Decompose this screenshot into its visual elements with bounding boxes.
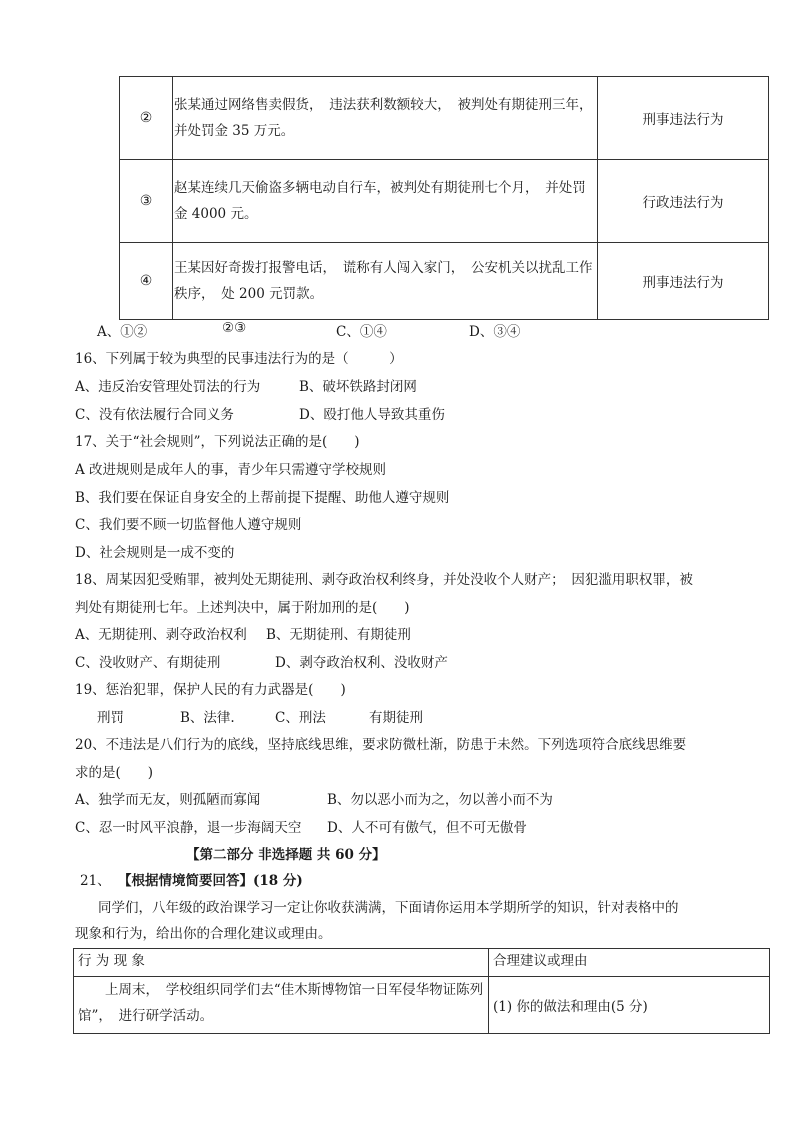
table-row — [120, 160, 769, 243]
q16-option-b: B、破坏铁路封闭网 — [299, 379, 417, 395]
q20-stem-line2: 求的是( ) — [75, 765, 154, 781]
q18-stem-line2: 判处有期徒刑七年。上述判决中，属于附加刑的是( ) — [75, 600, 410, 616]
table-header-row — [74, 949, 770, 977]
row-number: ④ — [120, 243, 173, 320]
q17-stem: 17、关于“社会规则”，下列说法正确的是( ) — [75, 434, 360, 450]
q19-option-c: C、刑法 — [275, 710, 326, 726]
q15-table — [119, 76, 769, 320]
q15-option-c: C、①④ — [336, 324, 387, 340]
q20-option-c: C、忍一时风平浪静，退一步海阔天空 — [75, 820, 302, 836]
row-number: ② — [120, 77, 173, 160]
q21-intro-line2: 现象和行为，给出你的合理化建议或理由。 — [75, 926, 332, 942]
q19-option-d: 有期徒刑 — [369, 710, 423, 726]
q17-option-b: B、我们要在保证自身安全的上帮前提下提醒、助他人遵守规则 — [75, 490, 450, 506]
table-row — [120, 77, 769, 160]
column-header-suggestion: 合理建议或理由 — [489, 949, 770, 977]
row-description: 赵某连续几天偷盗多辆电动自行车，被判处有期徒刑七个月， 并处罚金 4000 元。 — [173, 160, 598, 243]
q20-stem-line1: 20、不违法是八们行为的底线，坚持底线思维，要求防微杜渐，防患于未然。下列选项符合底线思维要 — [75, 737, 687, 753]
q15-option-b: ②③ — [222, 320, 247, 336]
q16-stem: 16、下列属于较为典型的民事违法行为的是（ ） — [75, 351, 403, 367]
q18-stem-line1: 18、周某因犯受贿罪，被判处无期徒刑、剥夺政治权利终身，并处没收个人财产； 因犯滥用职权罪，被 — [75, 572, 693, 588]
q17-option-d: D、社会规则是一成不变的 — [75, 545, 235, 561]
q20-option-d: D、人不可有傲气，但不可无傲骨 — [327, 820, 527, 836]
q16-option-a: A、违反治安管理处罚法的行为 — [75, 379, 261, 395]
q18-option-d: D、剥夺政治权利、没收财产 — [275, 655, 448, 671]
q18-option-a: A、无期徒刑、剥夺政治权利 — [75, 627, 247, 643]
row-classification: 刑事违法行为 — [598, 243, 769, 320]
q16-option-d: D、殴打他人导致其重伤 — [299, 407, 445, 423]
phenomenon-cell: 上周末， 学校组织同学们去“佳木斯博物馆一日军侵华物证陈列馆”， 进行研学活动。 — [74, 977, 489, 1034]
row-classification: 行政违法行为 — [598, 160, 769, 243]
q15-option-d: D、③④ — [469, 324, 521, 340]
q18-option-c: C、没收财产、有期徒刑 — [75, 655, 221, 671]
q21-intro-line1: 同学们，八年级的政治课学习一定让你收获满满，下面请你运用本学期所学的知识，针对表格中的 — [98, 900, 679, 916]
q21-title: 【根据情境简要回答】(18 分) — [118, 873, 303, 889]
q19-stem: 19、惩治犯罪，保护人民的有力武器是( ) — [75, 682, 346, 698]
q21-table — [73, 948, 770, 1034]
row-description: 王某因好奇拨打报警电话， 谎称有人闯入家门， 公安机关以扰乱工作秩序， 处 200 元罚款。 — [173, 243, 598, 320]
q15-option-a: A、①② — [97, 324, 148, 340]
q17-option-c: C、我们要不顾一切监督他人遵守规则 — [75, 517, 302, 533]
column-header-phenomenon: 行 为 现 象 — [74, 949, 489, 977]
q19-option-b: B、法律. — [180, 710, 235, 726]
q18-option-b: B、无期徒刑、有期徒刑 — [266, 627, 411, 643]
q20-option-a: A、独学而无友，则孤陋而寡闻 — [75, 792, 261, 808]
table-row — [120, 243, 769, 320]
q20-option-b: B、勿以恶小而为之，勿以善小而不为 — [327, 792, 553, 808]
table-row — [74, 977, 770, 1034]
q19-option-a: 刑罚 — [97, 710, 124, 726]
q21-number: 21、 — [80, 873, 111, 889]
row-classification: 刑事违法行为 — [598, 77, 769, 160]
row-number: ③ — [120, 160, 173, 243]
q16-option-c: C、没有依法履行合同义务 — [75, 407, 234, 423]
row-description: 张某通过网络售卖假货， 违法获利数额较大， 被判处有期徒刑三年， 并处罚金 35 万元。 — [173, 77, 598, 160]
answer-cell: (1) 你的做法和理由(5 分) — [489, 977, 770, 1034]
section-heading: 【第二部分 非选择题 共 60 分】 — [186, 847, 386, 863]
q17-option-a: A 改进规则是成年人的事，青少年只需遵守学校规则 — [75, 462, 387, 478]
